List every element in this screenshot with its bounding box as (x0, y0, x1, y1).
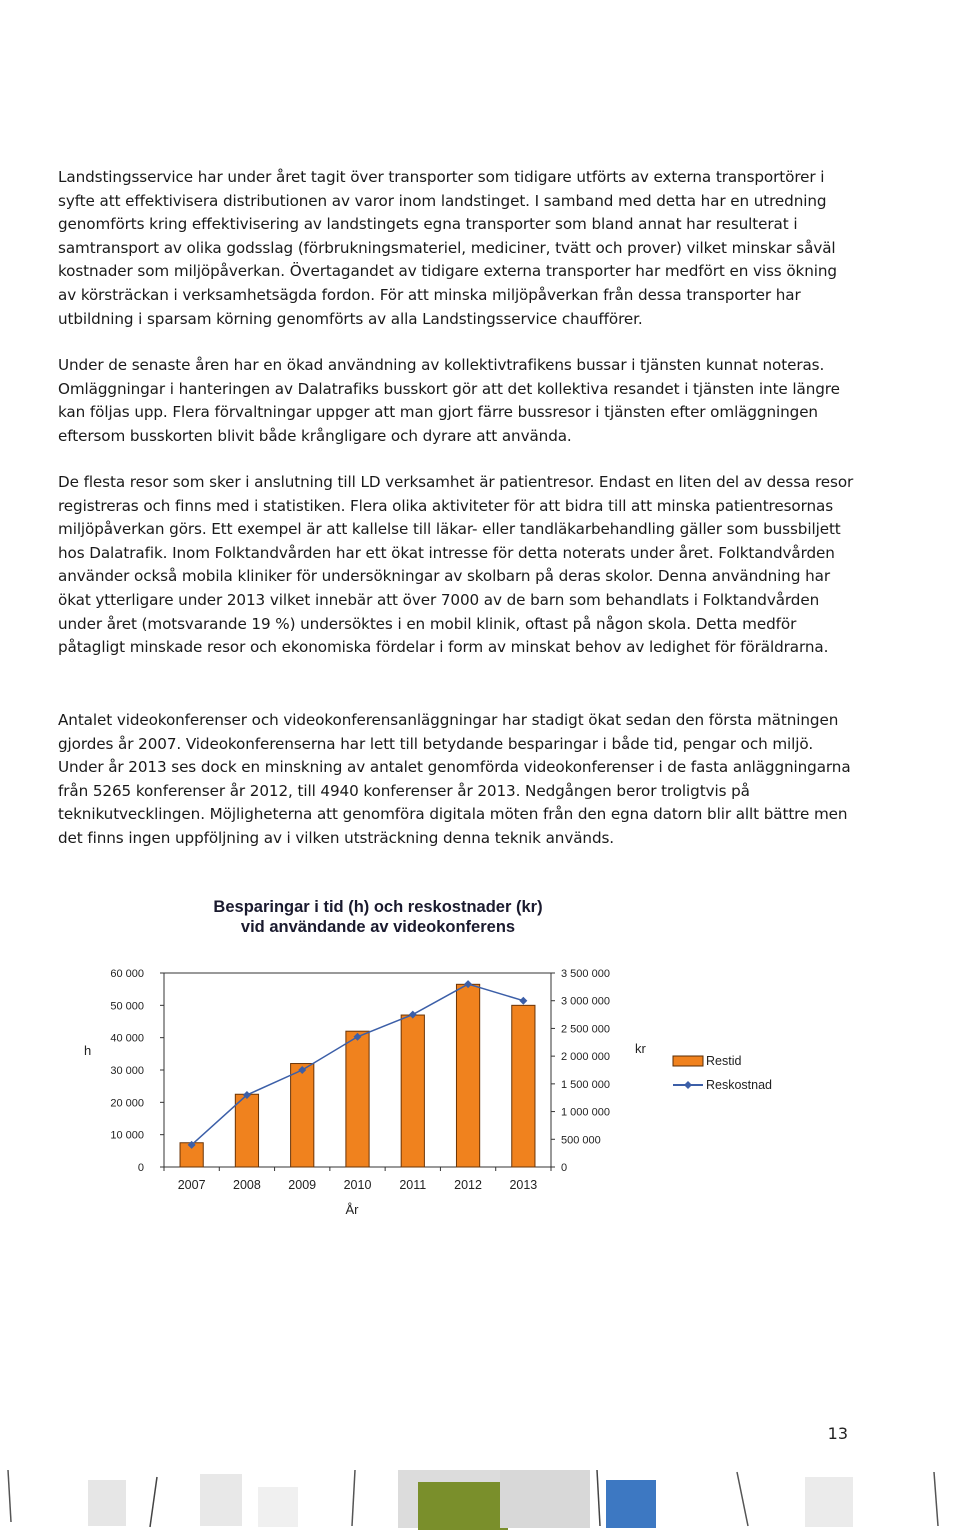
right-axis-tick-label: 1 500 000 (561, 1078, 610, 1091)
savings-chart (0, 880, 960, 1240)
chart-title-line2: vid användande av videokonferens (240, 918, 516, 936)
chart-title-line1: Besparingar i tid (h) och reskostnader (kr) (213, 898, 543, 916)
paragraph-videokonferenser: Antalet videokonferenser och videokonferensanläggningar har stadigt ökat sedan den första mätningen gjordes år 2007. Videokonferenserna har lett till betydande besparingar i både tid, pengar och miljö. Under år 2013 ses dock en minskning av antalet genomförda videokonferenser i de fasta anläggningarna från 5265 konferenser år 2012, till 4940 konferenser år 2013. Nedgången beror troligtvis på teknikutvecklingen. Möjligheterna att genomföra digitala möten från den egna datorn blir allt bättre men det finns ingen uppföljning av i vilken utsträckning denna teknik används. (58, 711, 851, 847)
x-axis-tick-label: 2010 (343, 1178, 372, 1192)
x-axis-tick-label: 2009 (288, 1178, 317, 1192)
right-axis-tick-label: 3 500 000 (561, 968, 610, 980)
bar-restid (512, 1005, 535, 1167)
left-axis-tick-label: 20 000 (110, 1097, 144, 1110)
plot-area (110, 968, 610, 1192)
left-axis-label: h (84, 1043, 92, 1058)
x-axis-tick-label: 2011 (399, 1178, 427, 1192)
legend (673, 1054, 772, 1092)
legend-restid-label: Restid (706, 1054, 742, 1068)
legend-reskostnad-label: Reskostnad (706, 1078, 773, 1092)
point-reskostnad (519, 997, 527, 1005)
right-axis-tick-label: 2 500 000 (561, 1023, 610, 1036)
bar-restid (291, 1064, 314, 1167)
bar-restid (456, 984, 479, 1167)
right-axis-tick-label: 500 000 (561, 1134, 601, 1147)
x-axis-tick-label: 2012 (454, 1178, 482, 1192)
right-axis-tick-label: 1 000 000 (561, 1106, 610, 1119)
x-axis-tick-label: 2013 (509, 1178, 538, 1192)
left-axis-tick-label: 60 000 (110, 968, 144, 980)
right-axis-tick-label: 2 000 000 (561, 1051, 610, 1064)
x-axis-tick-label: 2007 (177, 1178, 206, 1192)
bar-restid (346, 1031, 369, 1167)
legend-reskostnad-marker (684, 1081, 692, 1089)
left-axis-tick-label: 40 000 (110, 1032, 144, 1045)
left-axis-tick-label: 0 (137, 1162, 144, 1174)
right-axis-tick-label: 0 (561, 1162, 568, 1174)
left-axis-tick-label: 30 000 (110, 1065, 144, 1077)
right-axis-label: kr (635, 1041, 646, 1056)
page-number: 13 (827, 1424, 848, 1443)
left-axis-tick-label: 50 000 (110, 1000, 144, 1013)
x-axis-label: År (345, 1202, 359, 1217)
bar-restid (401, 1015, 424, 1167)
paragraph-patientresor: De flesta resor som sker i anslutning till LD verksamhet är patientresor. Endast en liten del av dessa resor registreras och finns med i statistiken. Flera olika aktiviteter för att bidra till att minska patientresornas miljöpåverkan görs. Ett exempel är att kallelse till läkar- eller tandläkarbehandling gäller som bussbiljett hos Dalatrafik. Inom Folktandvården har ett ökat intresse för detta noterats under året. Folktandvården använder också mobila kliniker för undersökningar av skolbarn på deras skolor. Denna användning har ökat ytterligare under 2013 vilket innebär att över 7000 av de barn som behandlats i Folktandvården under året (motsvarande 19 %) undersöktes i en mobil klinik, oftast på någon skola. Detta medför påtagligt minskade resor och ekonomiska fördelar i form av minskat behov av ledighet för föräldrarna. (58, 473, 854, 657)
left-axis-tick-label: 10 000 (110, 1129, 144, 1142)
scan-edge-artifacts (0, 1462, 960, 1531)
paragraph-transporter: Landstingsservice har under året tagit över transporter som tidigare utförts av externa transportörer i syfte att effektivisera distributionen av varor inom landstinget. I samband med detta har en utredning genomförts kring effektivisering av landstingets egna transporter som bland annat har resulterat i samtransport av olika godsslag (förbrukningsmateriel, mediciner, tvätt och prover) vilket minskar såväl kostnader som miljöpåverkan. Övertagandet av tidigare externa transporter har medfört en viss ökning av körsträckan i verksamhetsägda fordon. För att minska miljöpåverkan från dessa transporter har utbildning i sparsam körning genomförts av alla Landstingsservice chaufförer. (58, 168, 837, 328)
right-axis-tick-label: 3 000 000 (561, 995, 610, 1008)
paragraph-bussar: Under de senaste åren har en ökad användning av kollektivtrafikens bussar i tjänsten kunnat noteras. Omläggningar i hanteringen av Dalatrafiks busskort gör att det kollektiva resandet i tjänsten inte längre kan följas upp. Flera förvaltningar uppger att man gjort färre bussresor i tjänsten efter omläggningen eftersom busskorten blivit både krångligare och dyrare att använda. (58, 356, 840, 445)
legend-restid-swatch (673, 1056, 703, 1066)
x-axis-tick-label: 2008 (233, 1178, 261, 1192)
bar-restid (235, 1094, 258, 1167)
